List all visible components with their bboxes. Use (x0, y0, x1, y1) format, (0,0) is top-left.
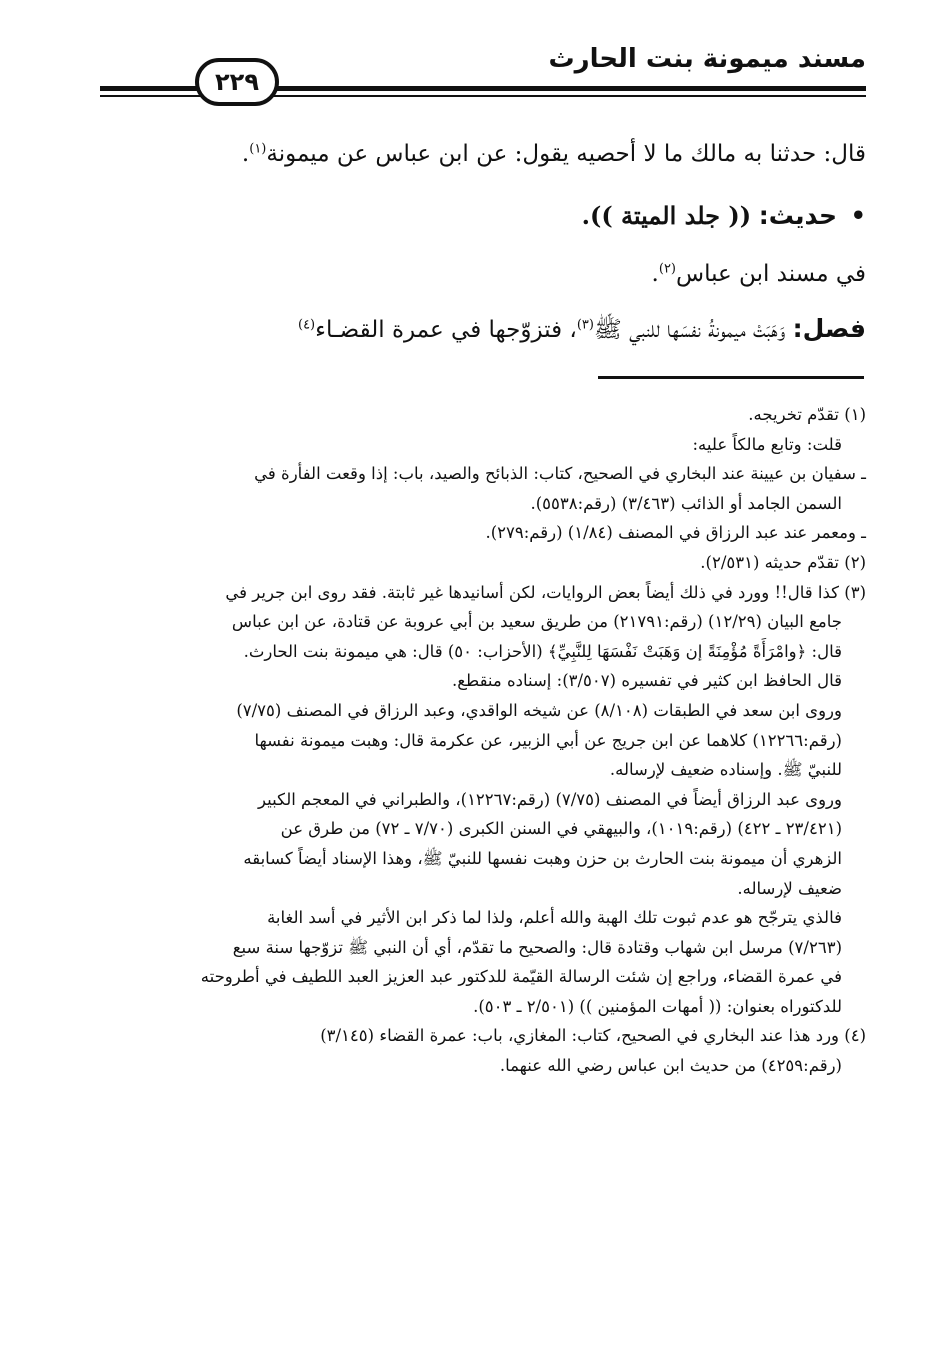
narration-text: قال: حدثنا به مالك ما لا أحصيه يقول: عن ابن عباس عن ميمونة (266, 141, 866, 167)
footnote-line: وروى عبد الرزاق أيضاً في المصنف (٧/٧٥) (رقم:١٢٢٦٧)، والطبراني في المعجم الكبير (258, 789, 842, 809)
footnote-line: (٣) كذا قال!! وورد في ذلك أيضاً بعض الروايات، لكن أسانيدها غير ثابتة. فقد روى ابن جرير في (225, 582, 866, 602)
narration-end: . (241, 141, 250, 167)
narration-line (106, 128, 866, 188)
main-text (106, 128, 866, 360)
footnote-line: ـ ومعمر عند عبد الرزاق في المصنف (١/٨٤) (رقم:٢٧٩). (485, 523, 866, 543)
footnote-line: وروى ابن سعد في الطبقات (٨/١٠٨) عن شيخه الواقدي، وعبد الرزاق في المصنف (٧/٧٥) (236, 700, 842, 720)
footnote-line: قلت: وتابع مالكاً عليه: (692, 434, 842, 454)
footnote-line: ضعيف لإرساله. (737, 878, 842, 898)
fasl-text-b: ، فتزوّجها في عمرة القضـاء (315, 317, 577, 343)
page-number: ٢٢٩ (195, 58, 279, 106)
bullet-icon: • (850, 201, 866, 230)
footnote-line: (١) تقدّم تخريجه. (748, 405, 866, 424)
footnote-separator (598, 376, 864, 379)
footnote-line: (٢) تقدّم حديثه (٢/٥٣١). (700, 552, 866, 572)
musnad-end: . (651, 261, 659, 287)
footnote-ref-1: (١) (249, 141, 267, 157)
footnote-ref-4: (٤) (297, 317, 316, 333)
hadith-label: حديث: (758, 201, 838, 230)
footnote-line: (٧/٢٦٣) مرسل ابن شهاب وقتادة قال: والصحيح ما تقدّم، أي أن النبي ﷺ تزوّجها سنة سبع (232, 937, 842, 957)
footnote-line: (٢٣/٤٢١ ـ ٤٢٢) (رقم:١٠١٩)، والبيهقي في السنن الكبرى (٧/٧٠ ـ ٧٢) من طرق عن (280, 819, 842, 839)
footnote-line: جامع البيان (١٢/٢٩) (رقم:٢١٧٩١) من طريق سعيد بن أبي عروبة عن قتادة، عن ابن عباس (231, 612, 842, 632)
fasl-text-a: وَهَبَتْ ميمونةُ نفسَها للنبي ﷺ (593, 317, 786, 343)
footnote-line: السمن الجامد أو الذائب (٣/٤٦٣) (رقم:٥٥٣٨). (530, 493, 842, 513)
footnote-line: ـ سفيان بن عيينة عند البخاري في الصحيح، كتاب: الذبائح والصيد، باب: إذا وقعت الفأرة في (254, 464, 866, 484)
fasl-line (106, 304, 866, 360)
footnote-line: (رقم:٤٢٥٩) من حديث ابن عباس رضي الله عنهما. (499, 1056, 842, 1076)
footnote-ref-3: (٣) (576, 317, 594, 333)
running-title: مسند ميمونة بنت الحارث (548, 44, 866, 74)
musnad-line (106, 250, 866, 304)
footnote-line: للنبيّ ﷺ. وإسناده ضعيف لإرساله. (609, 760, 842, 780)
hadith-title: (( جلد الميتة )). (581, 201, 752, 230)
musnad-text: في مسند ابن عباس (676, 261, 866, 287)
footnote-line: الزهري أن ميمونة بنت الحارث بن حزن وهبت نفسها للنبيّ ﷺ، وهذا الإسناد أيضاً كسابقه (243, 848, 842, 868)
footnote-ref-2: (٢) (658, 261, 676, 277)
footnote-line: في عمرة القضاء، وراجع إن شئت الرسالة القيّمة للدكتور عبد العزيز العبد اللطيف في أطروحته (200, 967, 842, 987)
footnote-line: (٤) ورد هذا عند البخاري في الصحيح، كتاب: المغازي، باب: عمرة القضاء (٣/١٤٥) (320, 1026, 866, 1046)
footnote-line: قال: ﴿وامْرَأَةً مُؤْمِنَةً إن وَهَبَتْ نَفْسَهَا لِلنَّبِيِّ﴾ (الأحزاب: ٥٠) قال: هي ميمونة بنت الحارث. (243, 641, 842, 661)
footnote-line: (رقم:١٢٢٦٦) كلاهما عن ابن جريج عن أبي الزبير، عن عكرمة قال: وهبت ميمونة نفسها (254, 730, 842, 750)
footnotes (104, 401, 866, 1082)
footnote-line: قال الحافظ ابن كثير في تفسيره (٣/٥٠٧): إسناده منقطع. (452, 671, 842, 691)
page-header (100, 36, 866, 116)
footnote-line: فالذي يترجّح هو عدم ثبوت تلك الهبة والله أعلم، ولذا لما ذكر ابن الأثير في أسد الغابة (267, 908, 842, 928)
footnote-line: للدكتوراه بعنوان: (( أمهات المؤمنين )) (٢/٥٠١ ـ ٥٠٣). (473, 996, 842, 1016)
fasl-label: فصل: (792, 314, 866, 343)
hadith-heading (106, 188, 866, 250)
